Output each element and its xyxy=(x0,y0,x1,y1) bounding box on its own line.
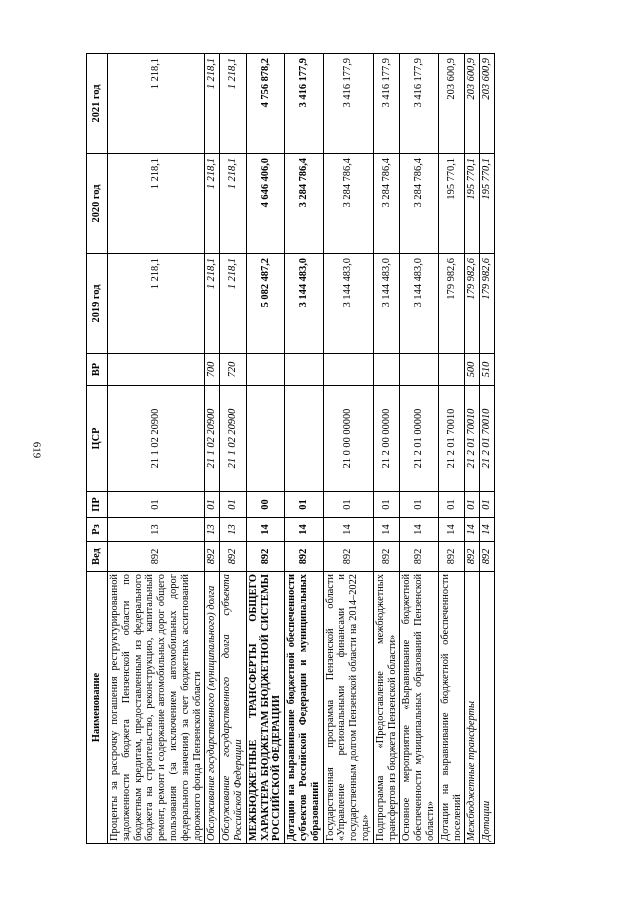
row-2021: 203 600,9 xyxy=(480,54,495,154)
row-rz: 14 xyxy=(438,518,465,542)
row-rz: 14 xyxy=(373,518,400,542)
row-csr xyxy=(246,386,284,492)
row-csr: 21 2 00 00000 xyxy=(373,386,400,492)
row-csr: 21 1 02 20900 xyxy=(220,386,247,492)
row-rz: 14 xyxy=(465,518,480,542)
row-rz: 13 xyxy=(220,518,247,542)
row-name: Государственная программа Пензенской области «Управление региональными финансами и государственным долгом Пензенской области на 2014–2022 годы» xyxy=(323,572,373,844)
row-pr: 01 xyxy=(108,492,205,518)
row-2020: 195 770,1 xyxy=(465,154,480,254)
row-2020: 195 770,1 xyxy=(438,154,465,254)
row-vr xyxy=(323,354,373,386)
row-csr: 21 1 02 20900 xyxy=(205,386,220,492)
row-vr: 700 xyxy=(205,354,220,386)
row-name: Дотации на выравнивание бюджетной обеспеченности поселений xyxy=(438,572,465,844)
header-csr: ЦСР xyxy=(87,386,108,492)
row-pr: 01 xyxy=(285,492,323,518)
row-rz: 14 xyxy=(323,518,373,542)
row-2019: 3 144 483,0 xyxy=(285,254,323,354)
row-ved: 892 xyxy=(108,542,205,572)
row-pr: 01 xyxy=(465,492,480,518)
row-2019: 3 144 483,0 xyxy=(323,254,373,354)
row-ved: 892 xyxy=(285,542,323,572)
page-number: 619 xyxy=(30,441,43,459)
row-name: Проценты за рассрочку погашения реструктурированной задолженности бюджета Пензенской области по бюджетным кредитам, предоставленным из федерального бюджета на строительство, реконструкцию, капитальный ремонт, ремонт и содержание автомобильных дорог общего пользования (за исключением автомобильных дорог федерального значения) за счет бюджетных ассигнований дорожного фонда Пензенской области xyxy=(108,572,205,844)
row-rz: 14 xyxy=(285,518,323,542)
header-pr: ПР xyxy=(87,492,108,518)
row-2019: 179 982,6 xyxy=(438,254,465,354)
row-2021: 3 416 177,9 xyxy=(400,54,438,154)
row-csr: 21 2 01 00000 xyxy=(400,386,438,492)
row-ved: 892 xyxy=(480,542,495,572)
table-row xyxy=(480,54,495,844)
row-ved: 892 xyxy=(220,542,247,572)
budget-table xyxy=(86,53,495,844)
row-2020: 3 284 786,4 xyxy=(373,154,400,254)
row-2021: 203 600,9 xyxy=(465,54,480,154)
row-ved: 892 xyxy=(246,542,284,572)
table-row xyxy=(246,54,284,844)
header-row xyxy=(87,54,108,844)
row-vr xyxy=(246,354,284,386)
row-2020: 1 218,1 xyxy=(205,154,220,254)
row-ved: 892 xyxy=(400,542,438,572)
table-row xyxy=(285,54,323,844)
row-csr: 21 2 01 70010 xyxy=(480,386,495,492)
header-2021: 2021 год xyxy=(87,54,108,154)
row-2019: 3 144 483,0 xyxy=(373,254,400,354)
header-2019: 2019 год xyxy=(87,254,108,354)
row-pr: 01 xyxy=(373,492,400,518)
table-row xyxy=(438,54,465,844)
row-ved: 892 xyxy=(323,542,373,572)
header-name: Наименование xyxy=(87,572,108,844)
row-vr xyxy=(108,354,205,386)
row-2021: 3 416 177,9 xyxy=(323,54,373,154)
row-2021: 1 218,1 xyxy=(220,54,247,154)
row-2019: 1 218,1 xyxy=(205,254,220,354)
row-vr: 510 xyxy=(480,354,495,386)
row-csr: 21 0 00 00000 xyxy=(323,386,373,492)
row-pr: 01 xyxy=(400,492,438,518)
row-2020: 4 646 406,0 xyxy=(246,154,284,254)
row-csr xyxy=(285,386,323,492)
row-2021: 203 600,9 xyxy=(438,54,465,154)
table-row xyxy=(323,54,373,844)
table-row xyxy=(373,54,400,844)
row-2020: 1 218,1 xyxy=(108,154,205,254)
row-ved: 892 xyxy=(373,542,400,572)
row-name: Основное мероприятие «Выравнивание бюджетной обеспеченности муниципальных образований Пензенской области» xyxy=(400,572,438,844)
row-2020: 3 284 786,4 xyxy=(285,154,323,254)
row-2019: 1 218,1 xyxy=(220,254,247,354)
row-2021: 1 218,1 xyxy=(108,54,205,154)
table-row xyxy=(108,54,205,844)
table-row xyxy=(465,54,480,844)
row-2019: 1 218,1 xyxy=(108,254,205,354)
row-csr: 21 2 01 70010 xyxy=(465,386,480,492)
row-2021: 4 756 878,2 xyxy=(246,54,284,154)
rotated-page xyxy=(86,54,550,844)
row-name: Обслуживание государственного (муниципального) долга xyxy=(205,572,220,844)
row-pr: 01 xyxy=(480,492,495,518)
row-rz: 13 xyxy=(108,518,205,542)
row-vr: 720 xyxy=(220,354,247,386)
row-2019: 3 144 483,0 xyxy=(400,254,438,354)
row-name: МЕЖБЮДЖЕТНЫЕ ТРАНСФЕРТЫ ОБЩЕГО ХАРАКТЕРА БЮДЖЕТАМ БЮДЖЕТНОЙ СИСТЕМЫ РОССИЙСКОЙ ФЕДЕРАЦИИ xyxy=(246,572,284,844)
row-csr: 21 2 01 70010 xyxy=(438,386,465,492)
table-row xyxy=(205,54,220,844)
row-name: Дотации на выравнивание бюджетной обеспеченности субъектов Российской Федерации и муниципальных образований xyxy=(285,572,323,844)
row-2019: 5 082 487,2 xyxy=(246,254,284,354)
row-vr xyxy=(400,354,438,386)
header-vr: ВР xyxy=(87,354,108,386)
row-pr: 01 xyxy=(323,492,373,518)
header-rz: Рз xyxy=(87,518,108,542)
row-name: Дотации xyxy=(480,572,495,844)
row-vr xyxy=(438,354,465,386)
header-ved: Вед xyxy=(87,542,108,572)
row-rz: 13 xyxy=(205,518,220,542)
row-pr: 01 xyxy=(205,492,220,518)
header-2020: 2020 год xyxy=(87,154,108,254)
row-2019: 179 982,6 xyxy=(480,254,495,354)
row-name: Подпрограмма «Предоставление межбюджетных трансфертов из бюджета Пензенской области» xyxy=(373,572,400,844)
row-rz: 14 xyxy=(246,518,284,542)
row-ved: 892 xyxy=(438,542,465,572)
row-ved: 892 xyxy=(205,542,220,572)
row-csr: 21 1 02 20900 xyxy=(108,386,205,492)
row-pr: 01 xyxy=(438,492,465,518)
row-ved: 892 xyxy=(465,542,480,572)
row-2020: 195 770,1 xyxy=(480,154,495,254)
row-pr: 00 xyxy=(246,492,284,518)
row-2020: 3 284 786,4 xyxy=(400,154,438,254)
row-2020: 1 218,1 xyxy=(220,154,247,254)
table-row xyxy=(220,54,247,844)
row-2019: 179 982,6 xyxy=(465,254,480,354)
table-row xyxy=(400,54,438,844)
row-rz: 14 xyxy=(400,518,438,542)
row-rz: 14 xyxy=(480,518,495,542)
row-vr: 500 xyxy=(465,354,480,386)
row-name: Межбюджетные трансферты xyxy=(465,572,480,844)
row-pr: 01 xyxy=(220,492,247,518)
row-2021: 3 416 177,9 xyxy=(285,54,323,154)
row-2020: 3 284 786,4 xyxy=(323,154,373,254)
row-vr xyxy=(285,354,323,386)
row-2021: 3 416 177,9 xyxy=(373,54,400,154)
row-2021: 1 218,1 xyxy=(205,54,220,154)
row-vr xyxy=(373,354,400,386)
row-name: Обслуживание государственного долга субъекта Российской Федерации xyxy=(220,572,247,844)
